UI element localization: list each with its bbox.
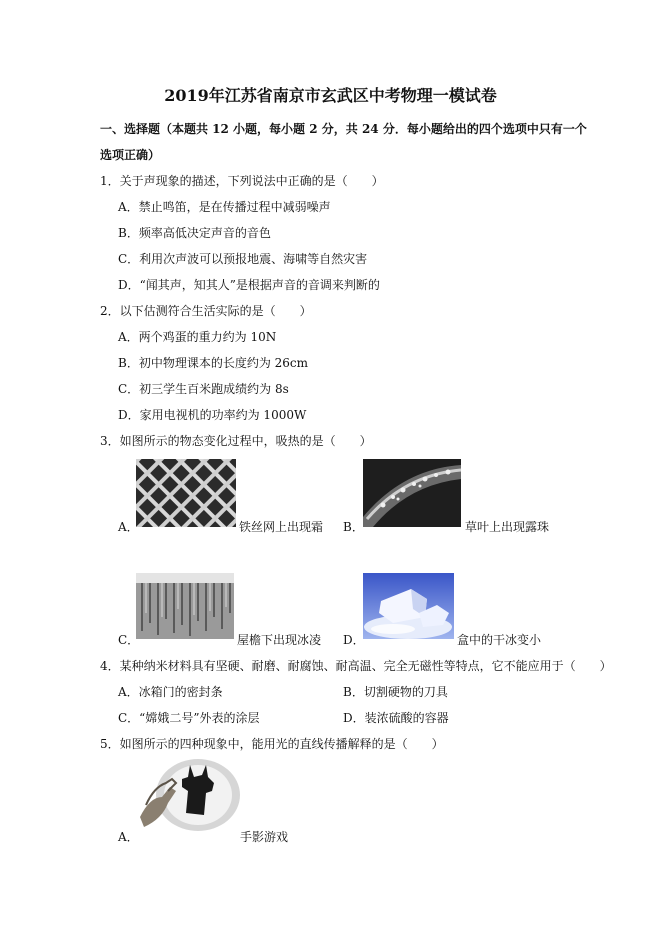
question-2-option-a: A．两个鸡蛋的重力约为 10N [118,330,277,344]
section-heading-line2: 选项正确） [100,148,161,162]
question-1-option-a: A．禁止鸣笛，是在传播过程中减弱噪声 [118,200,331,214]
question-4-option-a: A．冰箱门的密封条 [118,685,223,699]
page-title: 2019年江苏省南京市玄武区中考物理一模试卷 [164,86,497,105]
question-3-stem: 3．如图所示的物态变化过程中，吸热的是（ ） [100,434,372,448]
question-3-option-b-caption: 草叶上出现露珠 [465,520,550,534]
question-2-option-c: C．初三学生百米跑成绩约为 8s [118,382,289,396]
question-3-option-c-caption: 屋檐下出现冰凌 [237,633,322,647]
question-1-stem: 1．关于声现象的描述，下列说法中正确的是（ ） [100,174,384,188]
question-5-stem: 5．如图所示的四种现象中，能用光的直线传播解释的是（ ） [100,737,444,751]
question-2-stem: 2．以下估测符合生活实际的是（ ） [100,304,312,318]
dew-on-grass-image [363,459,461,527]
question-2-option-b: B．初中物理课本的长度约为 26cm [118,356,309,370]
question-3-option-d-caption: 盒中的干冰变小 [457,633,542,647]
question-4-stem: 4．某种纳米材料具有坚硬、耐磨、耐腐蚀、耐高温、完全无磁性等特点，它不能应用于（ ） [100,659,612,673]
frost-on-wire-mesh-image [136,459,236,527]
question-3-option-b-letter: B． [343,520,364,534]
hand-shadow-image [136,757,240,833]
question-1-option-d: D．“闻其声，知其人”是根据声音的音调来判断的 [118,278,380,292]
question-4-option-b: B．切割硬物的刀具 [343,685,448,699]
question-4-option-d: D．装浓硫酸的容器 [343,711,449,725]
question-3-option-a-letter: A． [118,520,139,534]
question-1-option-c: C．利用次声波可以预报地震、海啸等自然灾害 [118,252,368,266]
icicles-under-eaves-image [136,573,234,639]
question-4-option-c: C．“嫦娥二号”外表的涂层 [118,711,260,725]
question-3-option-d-letter: D． [343,633,365,647]
question-5-option-a-caption: 手影游戏 [240,830,289,844]
question-5-option-a-letter: A． [118,830,139,844]
question-2-option-d: D．家用电视机的功率约为 1000W [118,408,307,422]
section-heading-line1: 一、选择题（本题共 12 小题，每小题 2 分，共 24 分．每小题给出的四个选项中只有一个 [100,122,587,136]
question-1-option-b: B．频率高低决定声音的音色 [118,226,271,240]
question-3-option-a-caption: 铁丝网上出现霜 [239,520,324,534]
question-3-option-c-letter: C． [118,633,140,647]
dry-ice-in-box-image [363,573,454,639]
